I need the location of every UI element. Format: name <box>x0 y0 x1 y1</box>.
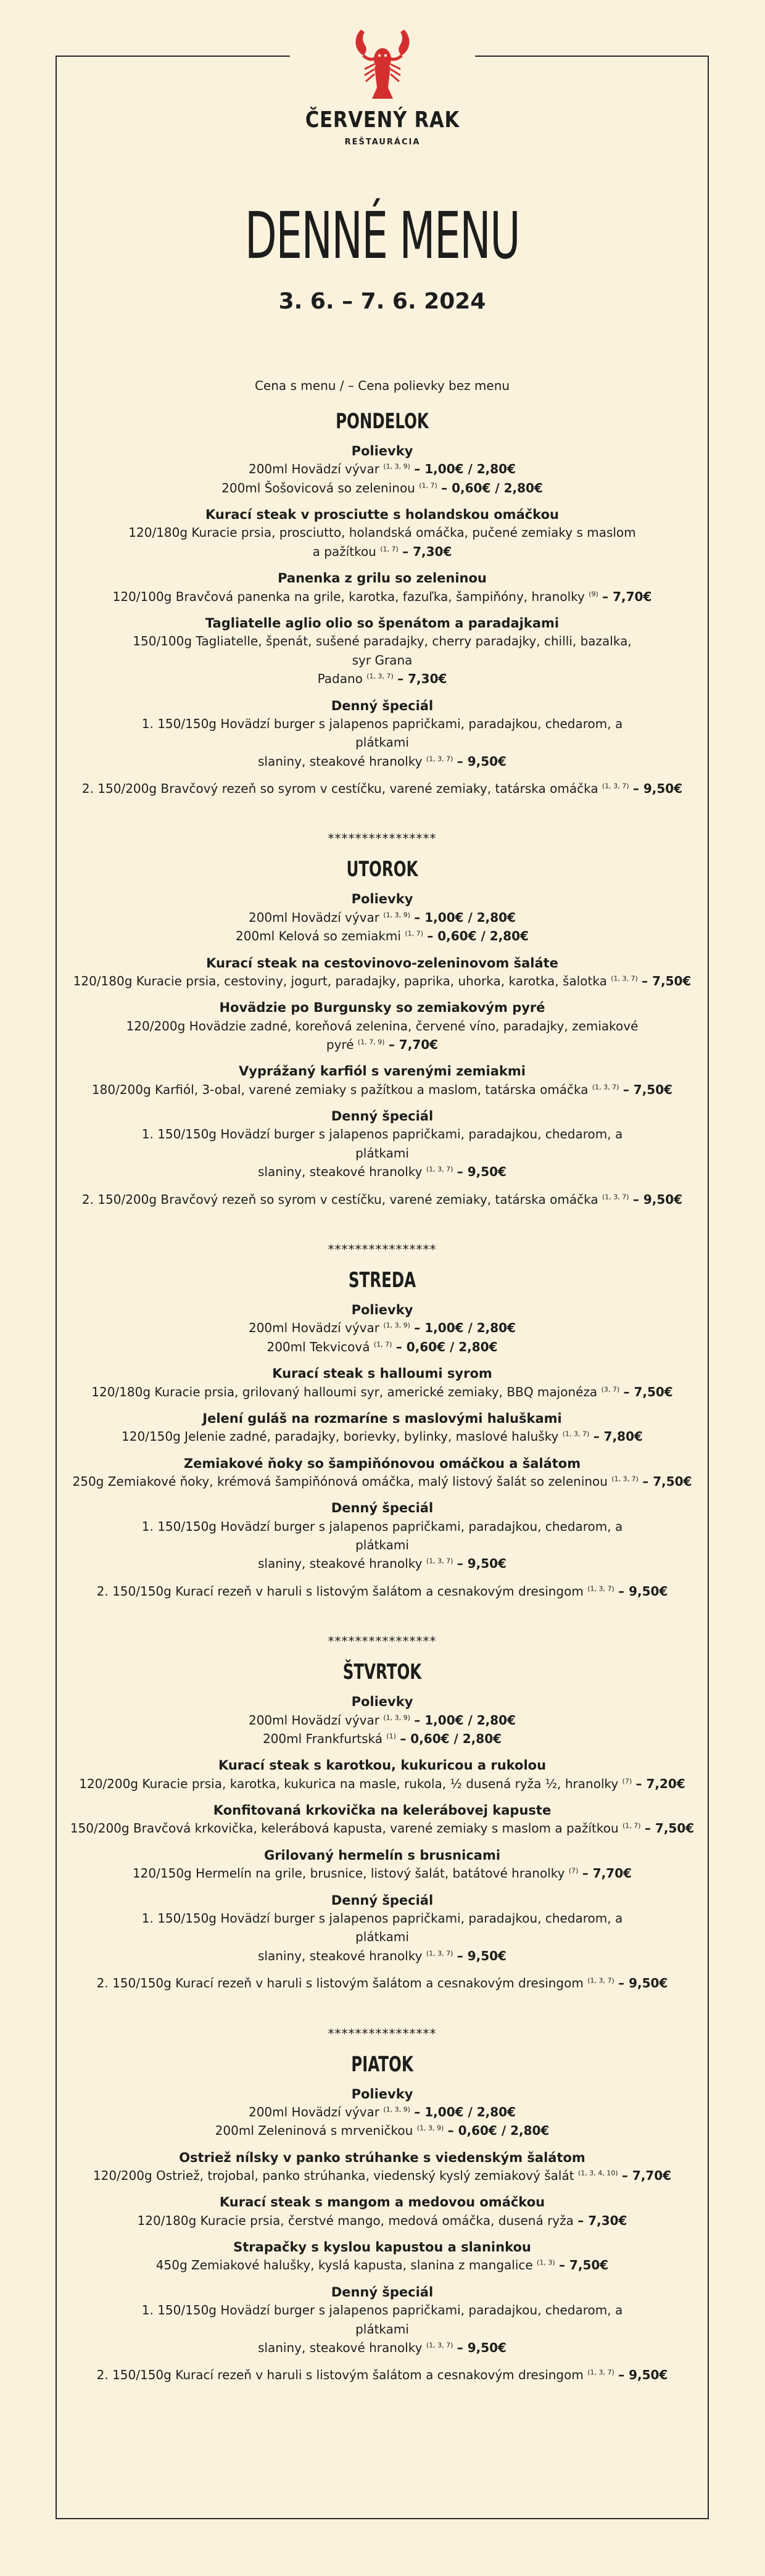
item-price: – 9,50€ <box>632 1191 683 1207</box>
item-price: – 7,70€ <box>388 1037 439 1052</box>
allergen-codes: (1, 3, 9) <box>383 2105 410 2114</box>
item-price: – 7,50€ <box>642 1473 692 1489</box>
special-line: slaniny, steakové hranolky $^{(1, 3, 7)}$ – 9,50€ <box>258 1556 507 1572</box>
special-item <box>126 1517 639 1573</box>
item-price: – 1,00€ / 2,80€ <box>414 1712 516 1728</box>
item-price: – 0,60€ / 2,80€ <box>447 2123 550 2139</box>
soup-item: 200ml Kelová so zemiakmi $^{(1, 7)}$ – 0,60€ / 2,80€ <box>236 929 529 944</box>
item-price: – 1,00€ / 2,80€ <box>414 462 516 477</box>
special-line: 2. 150/200g Bravčový rezeň so syrom v cestíčku, varené zemiaky, tatárska omáčka $^{(1, 3, 7)}$ – 9,50€ <box>81 1191 683 1207</box>
allergen-codes: (1, 7) <box>419 481 437 490</box>
allergen-codes: (1, 3, 7) <box>587 2368 614 2377</box>
dish-line: 180/200g Karfiól, 3-obal, varené zemiaky s pažítkou a maslom, tatárska omáčka $^{(1, 3, 7)}$ – 7,50€ <box>91 1082 673 1097</box>
dish-line: 120/180g Kuracie prsia, cestoviny, jogurt, paradajky, paprika, uhorka, karotka, šalotka $^{(1, 3, 7)}$ – 7,50€ <box>73 973 692 988</box>
soups-heading: Polievky <box>351 1302 413 1318</box>
allergen-codes: (1, 7) <box>380 545 399 553</box>
dish-line: 120/180g Kuracie prsia, prosciutto, holandská omáčka, pučené zemiaky s maslom <box>128 525 636 540</box>
dish-title: Vyprážaný karfiól s varenými zemiakmi <box>239 1064 526 1079</box>
item-price: – 7,50€ <box>558 2258 609 2273</box>
dish-description <box>57 587 708 606</box>
item-price: – 7,80€ <box>593 1429 643 1444</box>
special-item <box>126 1125 639 1181</box>
dish-line: 120/200g Hovädzie zadné, koreňová zelenina, červené víno, paradajky, zemiakové <box>126 1018 639 1033</box>
item-price: – 9,50€ <box>618 1976 668 1991</box>
dish-line: 120/150g Jelenie zadné, paradajky, borievky, bylinky, maslové halušky $^{(1, 3, 7)}$ – 7,80€ <box>122 1429 643 1444</box>
brand-name: ČERVENÝ RAK <box>305 107 460 133</box>
special-heading: Denný špeciál <box>331 1892 434 1908</box>
page-title: DENNÉ MENU <box>244 198 520 273</box>
soup-item: 200ml Hovädzí vývar $^{(1, 3, 9)}$ – 1,00€ / 2,80€ <box>248 1712 516 1728</box>
special-item <box>57 779 708 798</box>
soups-heading: Polievky <box>351 2086 413 2102</box>
dish-line: 120/200g Ostriež, trojobal, panko strúhanka, viedenský kyslý zemiakový šalát $^{(1, 3, 4, 10)}$ – 7,70€ <box>93 2168 672 2183</box>
allergen-codes: (9) <box>589 589 598 598</box>
dish-description <box>126 1017 639 1054</box>
dish-line: 150/200g Bravčová krkovička, kelerábová kapusta, varené zemiaky s maslom a pažítkou $^{(1, 7)}$ – 7,50€ <box>70 1821 695 1836</box>
special-heading: Denný špeciál <box>331 1109 434 1124</box>
dish-description <box>57 1819 708 1837</box>
dish-title: Kurací steak na cestovinovo-zeleninovom šaláte <box>206 955 558 971</box>
item-price: – 0,60€ / 2,80€ <box>395 1339 498 1354</box>
dish-title: Kurací steak s mangom a medovou omáčkou <box>219 2195 545 2210</box>
days-list <box>57 409 708 2385</box>
item-price: – 1,00€ / 2,80€ <box>414 2104 516 2119</box>
special-heading: Denný špeciál <box>331 2284 434 2300</box>
allergen-codes: (1, 3, 9) <box>383 911 410 919</box>
allergen-codes: (7) <box>622 1777 632 1786</box>
day-section <box>57 831 708 1209</box>
allergen-codes: (1, 7, 9) <box>357 1038 385 1046</box>
allergen-codes: (1) <box>386 1732 396 1741</box>
day-heading: PIATOK <box>351 2052 413 2077</box>
separator: **************** <box>328 2026 437 2041</box>
soup-item: 200ml Frankfurtská $^{(1)}$ – 0,60€ / 2,80€ <box>262 1731 502 1746</box>
dish-line: 250g Zemiakové ňoky, krémová šampiňónová omáčka, malý listový šalát so zeleninou $^{(1, 3, 7)}$ – 7,50€ <box>72 1473 692 1489</box>
allergen-codes: (1, 7) <box>405 929 423 938</box>
special-line: slaniny, steakové hranolky $^{(1, 3, 7)}$ – 9,50€ <box>258 1948 507 1963</box>
allergen-codes: (1, 3, 7) <box>366 672 394 681</box>
brand-subtitle: REŠTAURÁCIA <box>344 138 421 147</box>
special-line: 2. 150/150g Kurací rezeň v haruli s listovým šalátom a cesnakovým dresingom $^{(1, 3, 7)}$ – 9,50€ <box>96 1583 668 1599</box>
item-price: – 7,30€ <box>402 544 452 559</box>
day-section <box>57 2026 708 2385</box>
item-price: – 9,50€ <box>618 1583 668 1599</box>
price-legend: Cena s menu / – Cena polievky bez menu <box>254 378 510 393</box>
day-section <box>57 1634 708 1992</box>
menu-dates: 3. 6. – 7. 6. 2024 <box>278 289 486 314</box>
soup-item: 200ml Hovädzí vývar $^{(1, 3, 9)}$ – 1,00€ / 2,80€ <box>248 1320 516 1336</box>
menu-content <box>57 198 708 2385</box>
soups-heading: Polievky <box>351 892 413 907</box>
item-price: – 0,60€ / 2,80€ <box>400 1731 502 1746</box>
dish-line: pyré $^{(1, 7, 9)}$ – 7,70€ <box>326 1037 439 1052</box>
day-section <box>57 409 708 798</box>
allergen-codes: (1, 3, 7) <box>426 2341 453 2350</box>
dish-title: Hovädzie po Burgunsky so zemiakovým pyré <box>219 1000 545 1016</box>
item-price: – 7,70€ <box>582 1866 632 1881</box>
allergen-codes: (1, 3, 7) <box>426 754 453 763</box>
soups-heading: Polievky <box>351 444 413 458</box>
dish-line: 120/180g Kuracie prsia, grilovaný halloumi syr, americké zemiaky, BBQ majonéza $^{(3, 7)}$ – 7,50€ <box>91 1384 673 1399</box>
dish-title: Konfitovaná krkovička na kelerábovej kapuste <box>213 1803 552 1818</box>
dish-description <box>57 1383 708 1401</box>
item-price: – 7,70€ <box>602 589 652 604</box>
special-item <box>57 2366 708 2384</box>
day-heading: PONDELOK <box>336 409 429 434</box>
dish-description <box>126 632 639 688</box>
dish-title: Ostriež nílsky v panko strúhanke s viedenským šalátom <box>179 2150 585 2165</box>
item-price: – 7,30€ <box>577 2213 627 2228</box>
allergen-codes: (1, 3, 9) <box>416 2124 444 2132</box>
allergen-codes: (1, 3, 7) <box>602 782 629 790</box>
dish-description <box>57 972 708 990</box>
special-item <box>126 714 639 771</box>
dish-title: Panenka z grilu so zeleninou <box>278 571 487 586</box>
special-heading: Denný špeciál <box>331 698 434 713</box>
dish-description <box>57 1080 708 1099</box>
soups-heading: Polievky <box>351 1694 413 1710</box>
dish-description <box>57 1864 708 1882</box>
item-price: – 1,00€ / 2,80€ <box>414 909 516 925</box>
item-price: – 9,50€ <box>457 2340 507 2355</box>
dish-line: 450g Zemiakové halušky, kyslá kapusta, slanina z mangalice $^{(1, 3)}$ – 7,50€ <box>155 2258 609 2273</box>
item-price: – 0,60€ / 2,80€ <box>441 480 543 495</box>
lobster-logo-icon <box>342 23 423 104</box>
special-line: 2. 150/150g Kurací rezeň v haruli s listovým šalátom a cesnakovým dresingom $^{(1, 3, 7)}$ – 9,50€ <box>96 1976 668 1991</box>
allergen-codes: (7) <box>568 1866 579 1875</box>
soup-item: 200ml Zeleninová s mrveničkou $^{(1, 3, 9)}$ – 0,60€ / 2,80€ <box>215 2123 550 2139</box>
allergen-codes: (1, 3, 4, 10) <box>577 2169 618 2177</box>
dish-line: 120/100g Bravčová panenka na grile, karotka, fazuľka, šampiňóny, hranolky $^{(9)}$ – 7,70€ <box>112 589 652 604</box>
dish-description <box>126 523 639 561</box>
special-line: 1. 150/150g Hovädzí burger s jalapenos papričkami, paradajkou, chedarom, a plátkami <box>141 1910 623 1945</box>
soup-item: 200ml Hovädzí vývar $^{(1, 3, 9)}$ – 1,00€ / 2,80€ <box>248 909 516 925</box>
allergen-codes: (1, 3, 9) <box>383 1713 410 1721</box>
dish-description <box>57 2211 708 2230</box>
dish-line: 120/150g Hermelín na grile, brusnice, listový šalát, batátové hranolky $^{(7)}$ – 7,70€ <box>132 1866 632 1881</box>
allergen-codes: (1, 3, 7) <box>611 974 638 983</box>
allergen-codes: (1, 3, 7) <box>426 1949 453 1958</box>
allergen-codes: (1, 7) <box>622 1821 641 1830</box>
dish-title: Kurací steak s karotkou, kukuricou a rukolou <box>218 1758 547 1773</box>
dish-description <box>57 1427 708 1446</box>
allergen-codes: (1, 3, 7) <box>602 1192 629 1201</box>
special-item <box>57 1974 708 1992</box>
dish-title: Zemiakové ňoky so šampiňónovou omáčkou a šalátom <box>183 1456 581 1471</box>
dish-description <box>57 1472 708 1491</box>
item-price: – 9,50€ <box>457 1556 507 1572</box>
item-price: – 9,50€ <box>457 1164 507 1180</box>
item-price: – 7,50€ <box>644 1821 695 1836</box>
special-item <box>126 2301 639 2357</box>
dish-title: Kurací steak s halloumi syrom <box>272 1366 492 1381</box>
dish-line: 150/100g Tagliatelle, špenát, sušené paradajky, cherry paradajky, chilli, bazalka, syr Grana <box>133 634 632 668</box>
allergen-codes: (1, 3, 7) <box>611 1475 639 1483</box>
dish-title: Kurací steak v prosciutte s holandskou omáčkou <box>205 507 559 523</box>
allergen-codes: (1, 3, 7) <box>587 1584 614 1593</box>
separator: **************** <box>328 1242 437 1257</box>
special-line: 1. 150/150g Hovädzí burger s jalapenos papričkami, paradajkou, chedarom, a plátkami <box>141 1127 623 1161</box>
item-price: – 7,50€ <box>622 1082 673 1097</box>
dish-line: Padano $^{(1, 3, 7)}$ – 7,30€ <box>317 671 447 687</box>
soup-item: 200ml Tekvicová $^{(1, 7)}$ – 0,60€ / 2,80€ <box>267 1339 498 1354</box>
special-line: 1. 150/150g Hovädzí burger s jalapenos papričkami, paradajkou, chedarom, a plátkami <box>141 1518 623 1553</box>
dish-description <box>57 2256 708 2274</box>
dish-description <box>57 1775 708 1793</box>
allergen-codes: (1, 3, 7) <box>587 1976 614 1985</box>
day-heading: ŠTVRTOK <box>342 1660 422 1685</box>
item-price: – 1,00€ / 2,80€ <box>414 1320 516 1336</box>
dish-line: a pažítkou $^{(1, 7)}$ – 7,30€ <box>312 544 452 559</box>
allergen-codes: (1, 3, 7) <box>562 1430 590 1438</box>
allergen-codes: (3, 7) <box>601 1385 620 1393</box>
allergen-codes: (1, 7) <box>373 1340 392 1349</box>
special-line: 2. 150/200g Bravčový rezeň so syrom v cestíčku, varené zemiaky, tatárska omáčka $^{(1, 3, 7)}$ – 9,50€ <box>81 781 683 797</box>
special-line: 2. 150/150g Kurací rezeň v haruli s listovým šalátom a cesnakovým dresingom $^{(1, 3, 7)}$ – 9,50€ <box>96 2367 668 2383</box>
dish-title: Tagliatelle aglio olio so špenátom a paradajkami <box>205 615 560 631</box>
special-item <box>57 1582 708 1601</box>
allergen-codes: (1, 3, 7) <box>426 1165 453 1174</box>
allergen-codes: (1, 3, 9) <box>383 1321 410 1330</box>
dish-line: 120/180g Kuracie prsia, čerstvé mango, medová omáčka, dusená ryža – 7,30€ <box>137 2213 627 2228</box>
item-price: – 7,70€ <box>621 2168 672 2183</box>
special-line: slaniny, steakové hranolky $^{(1, 3, 7)}$ – 9,50€ <box>258 1164 507 1180</box>
day-section <box>57 1242 708 1601</box>
item-price: – 9,50€ <box>457 753 507 769</box>
day-heading: UTOROK <box>346 857 418 882</box>
item-price: – 7,20€ <box>635 1776 685 1791</box>
soup-item: 200ml Šošovicová so zeleninou $^{(1, 7)}$ – 0,60€ / 2,80€ <box>221 480 543 495</box>
special-line: slaniny, steakové hranolky $^{(1, 3, 7)}$ – 9,50€ <box>258 753 507 769</box>
item-price: – 7,50€ <box>623 1384 673 1399</box>
special-line: slaniny, steakové hranolky $^{(1, 3, 7)}$ – 9,50€ <box>258 2340 507 2355</box>
item-price: – 9,50€ <box>632 781 683 797</box>
item-price: – 0,60€ / 2,80€ <box>427 929 529 944</box>
special-line: 1. 150/150g Hovädzí burger s jalapenos papričkami, paradajkou, chedarom, a plátkami <box>141 716 623 750</box>
allergen-codes: (1, 3) <box>537 2258 555 2267</box>
item-price: – 7,50€ <box>642 973 692 988</box>
brand-logo <box>290 23 475 172</box>
separator: **************** <box>328 1634 437 1649</box>
dish-description <box>57 2166 708 2185</box>
soup-item: 200ml Hovädzí vývar $^{(1, 3, 9)}$ – 1,00€ / 2,80€ <box>248 462 516 477</box>
dish-line: 120/200g Kuracie prsia, karotka, kukurica na masle, rukola, ½ dusená ryža ½, hranolky $^{(7)}$ – 7,20€ <box>79 1776 685 1791</box>
separator: **************** <box>328 831 437 847</box>
soup-item: 200ml Hovädzí vývar $^{(1, 3, 9)}$ – 1,00€ / 2,80€ <box>248 2104 516 2119</box>
item-price: – 9,50€ <box>618 2367 668 2383</box>
item-price: – 7,30€ <box>397 671 447 687</box>
allergen-codes: (1, 3, 7) <box>592 1083 619 1091</box>
allergen-codes: (1, 3, 7) <box>426 1557 453 1565</box>
dish-title: Strapačky s kyslou kapustou a slaninkou <box>233 2240 531 2255</box>
item-price: – 9,50€ <box>457 1948 507 1963</box>
special-heading: Denný špeciál <box>331 1501 434 1516</box>
special-line: 1. 150/150g Hovädzí burger s jalapenos papričkami, paradajkou, chedarom, a plátkami <box>141 2303 623 2337</box>
allergen-codes: (1, 3, 9) <box>383 462 410 471</box>
dish-title: Grilovaný hermelín s brusnicami <box>263 1847 501 1863</box>
special-item <box>57 1190 708 1209</box>
day-heading: STREDA <box>348 1268 416 1293</box>
special-item <box>126 1909 639 1965</box>
dish-title: Jelení guláš na rozmaríne s maslovými haluškami <box>202 1410 562 1426</box>
